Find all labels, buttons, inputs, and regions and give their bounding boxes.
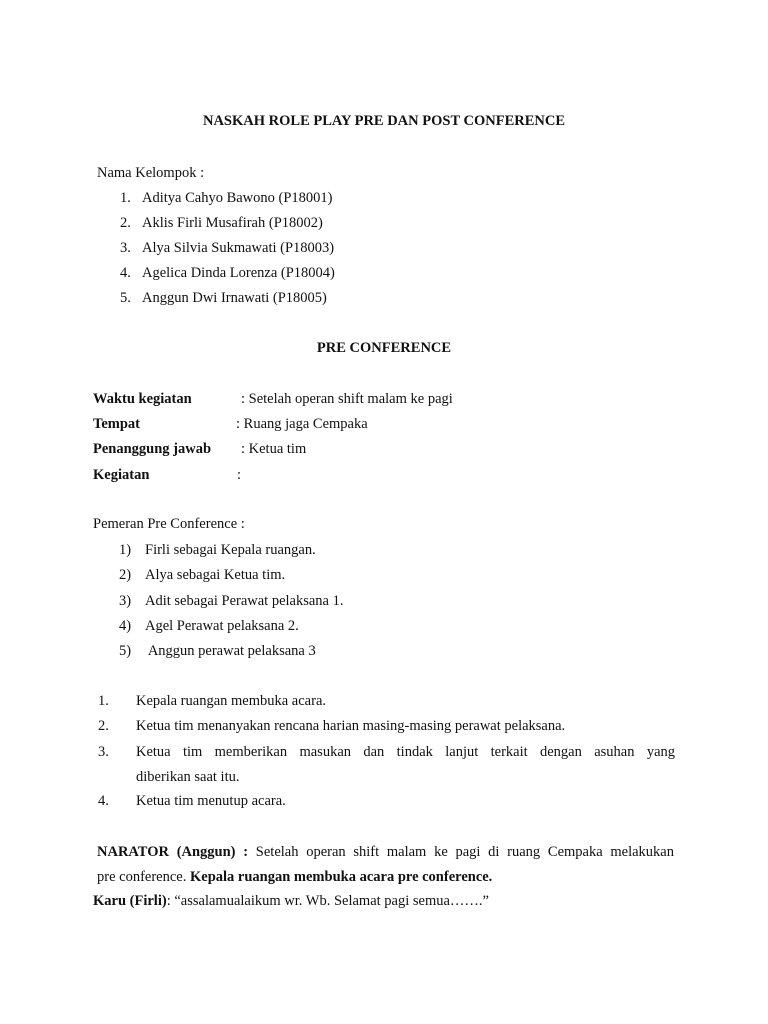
dialog-speaker: Karu (Firli) xyxy=(93,893,167,909)
list-item: 2) Alya sebagai Ketua tim. xyxy=(119,567,286,583)
list-item: 5) Anggun perawat pelaksana 3 xyxy=(119,643,316,659)
detail-value: : Setelah operan shift malam ke pagi xyxy=(241,391,453,407)
document-title: NASKAH ROLE PLAY PRE DAN POST CONFERENCE xyxy=(202,113,565,129)
list-item: 1) Firli sebagai Kepala ruangan. xyxy=(119,542,316,558)
step-text: Ketua tim memberikan masukan dan tindak lanjut terkait dengan asuhan yang xyxy=(136,744,675,760)
step-text: Ketua tim menutup acara. xyxy=(136,793,286,809)
step-number: 4. xyxy=(98,793,109,809)
cast-label: Pemeran Pre Conference : xyxy=(93,516,245,532)
narration-line-2: pre conference. Kepala ruangan membuka acara pre conference. xyxy=(97,869,493,885)
narrator-speaker: NARATOR (Anggun) : xyxy=(97,844,249,860)
list-item: 4) Agel Perawat pelaksana 2. xyxy=(119,618,299,634)
detail-label: Penanggung jawab xyxy=(93,441,212,457)
step-text: Ketua tim menanyakan rencana harian masing-masing perawat pelaksana. xyxy=(136,718,566,734)
list-item: 3) Adit sebagai Perawat pelaksana 1. xyxy=(119,593,344,609)
list-item: 3. Alya Silvia Sukmawati (P18003) xyxy=(120,240,335,256)
dialog-line xyxy=(93,892,489,910)
detail-label: Tempat xyxy=(93,416,140,432)
detail-value: : Ketua tim xyxy=(241,441,307,457)
dialog-text: : “assalamualaikum wr. Wb. Selamat pagi semua…….” xyxy=(166,893,489,909)
section-title: PRE CONFERENCE xyxy=(316,340,452,356)
list-item: 4. Agelica Dinda Lorenza (P18004) xyxy=(120,265,335,281)
step-number: 3. xyxy=(98,744,109,760)
step-text: Kepala ruangan membuka acara. xyxy=(136,693,327,709)
step-text-continued: diberikan saat itu. xyxy=(136,769,240,785)
detail-value: : xyxy=(237,467,242,483)
step-number: 1. xyxy=(98,693,109,709)
detail-label: Kegiatan xyxy=(93,467,150,483)
detail-value: : Ruang jaga Cempaka xyxy=(236,416,368,432)
step-number: 2. xyxy=(98,718,109,734)
narration-line-1: NARATOR (Anggun) : Setelah operan shift malam ke pagi di ruang Cempaka melakukan xyxy=(97,844,674,860)
detail-label: Waktu kegiatan xyxy=(93,391,192,407)
group-label: Nama Kelompok : xyxy=(97,165,205,181)
list-item: 1. Aditya Cahyo Bawono (P18001) xyxy=(120,190,333,206)
list-item: 5. Anggun Dwi Irnawati (P18005) xyxy=(120,290,327,306)
list-item: 2. Aklis Firli Musafirah (P18002) xyxy=(120,215,323,231)
